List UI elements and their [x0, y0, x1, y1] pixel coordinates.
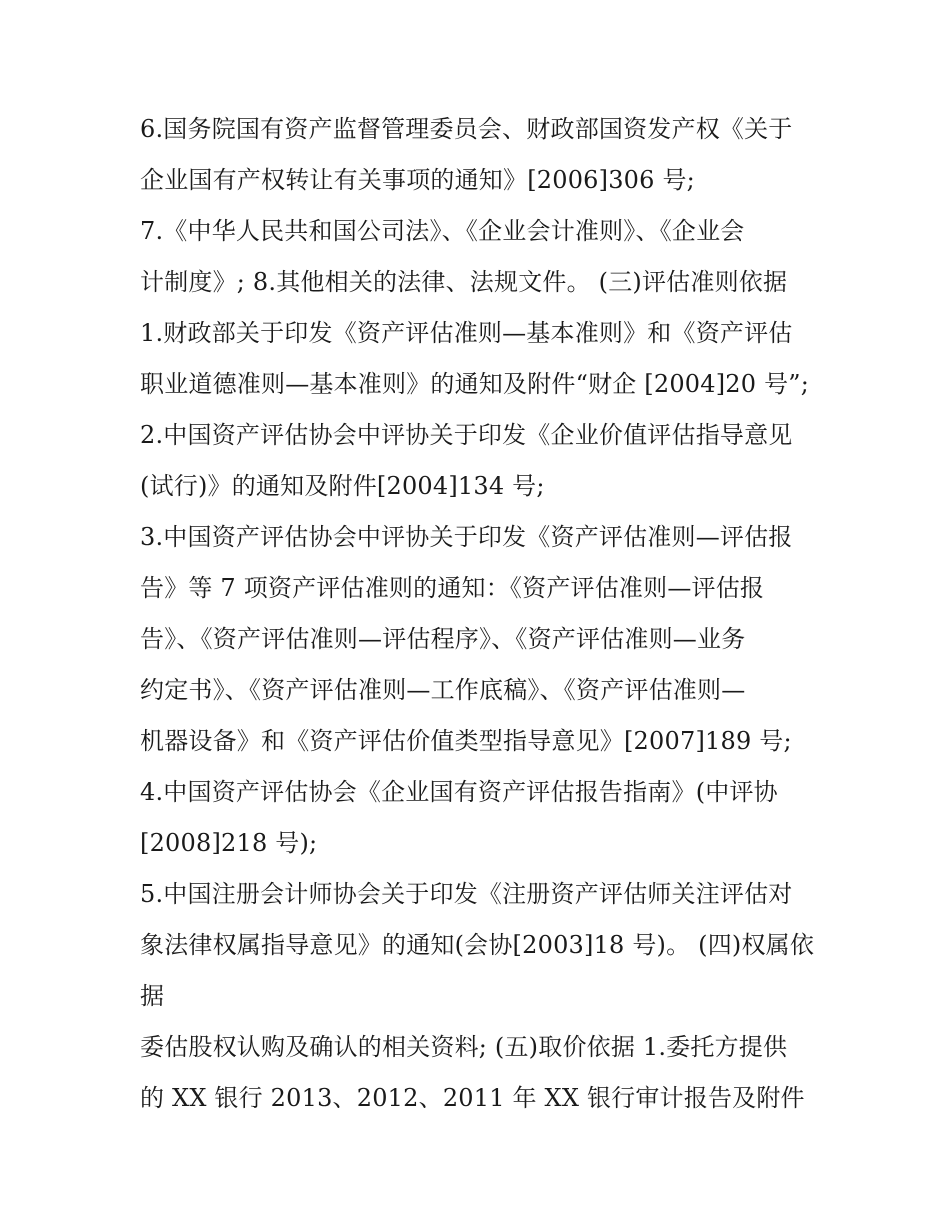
text-line-13: 机器设备》和《资产评估价值类型指导意见》[2007]189 号; — [140, 727, 792, 755]
text-line-17: 象法律权属指导意见》的通知(会协[2003]18 号)。 (四)权属依 — [140, 931, 815, 959]
text-line-7: 2.中国资产评估协会中评协关于印发《企业价值评估指导意见 — [140, 421, 793, 449]
text-line-20: 的 XX 银行 2013、2012、2011 年 XX 银行审计报告及附件 — [140, 1084, 805, 1112]
text-line-8: (试行)》的通知及附件[2004]134 号; — [140, 472, 545, 500]
text-line-19: 委估股权认购及确认的相关资料; (五)取价依据 1.委托方提供 — [140, 1033, 788, 1061]
text-line-11: 告》、《资产评估准则—评估程序》、《资产评估准则—业务 — [140, 625, 746, 653]
text-line-2: 企业国有产权转让有关事项的通知》[2006]306 号; — [140, 166, 695, 194]
text-line-6: 职业道德准则—基本准则》的通知及附件“财企 [2004]20 号”; — [140, 370, 810, 398]
document-body — [140, 104, 820, 1124]
text-line-18: 据 — [140, 982, 165, 1010]
text-line-16: 5.中国注册会计师协会关于印发《注册资产评估师关注评估对 — [140, 880, 793, 908]
text-line-1: 6.国务院国有资产监督管理委员会、财政部国资发产权《关于 — [140, 115, 793, 143]
text-line-15: [2008]218 号); — [140, 829, 318, 857]
text-line-10: 告》等 7 项资产评估准则的通知：《资产评估准则—评估报 — [140, 574, 765, 602]
text-line-3: 7.《中华人民共和国公司法》、《企业会计准则》、《企业会 — [140, 217, 745, 245]
text-line-4: 计制度》; 8.其他相关的法律、法规文件。 (三)评估准则依据 — [140, 268, 788, 296]
text-line-5: 1.财政部关于印发《资产评估准则—基本准则》和《资产评估 — [140, 319, 793, 347]
text-line-12: 约定书》、《资产评估准则—工作底稿》、《资产评估准则— — [140, 676, 746, 704]
text-line-9: 3.中国资产评估协会中评协关于印发《资产评估准则—评估报 — [140, 523, 793, 551]
text-line-14: 4.中国资产评估协会《企业国有资产评估报告指南》(中评协 — [140, 778, 778, 806]
